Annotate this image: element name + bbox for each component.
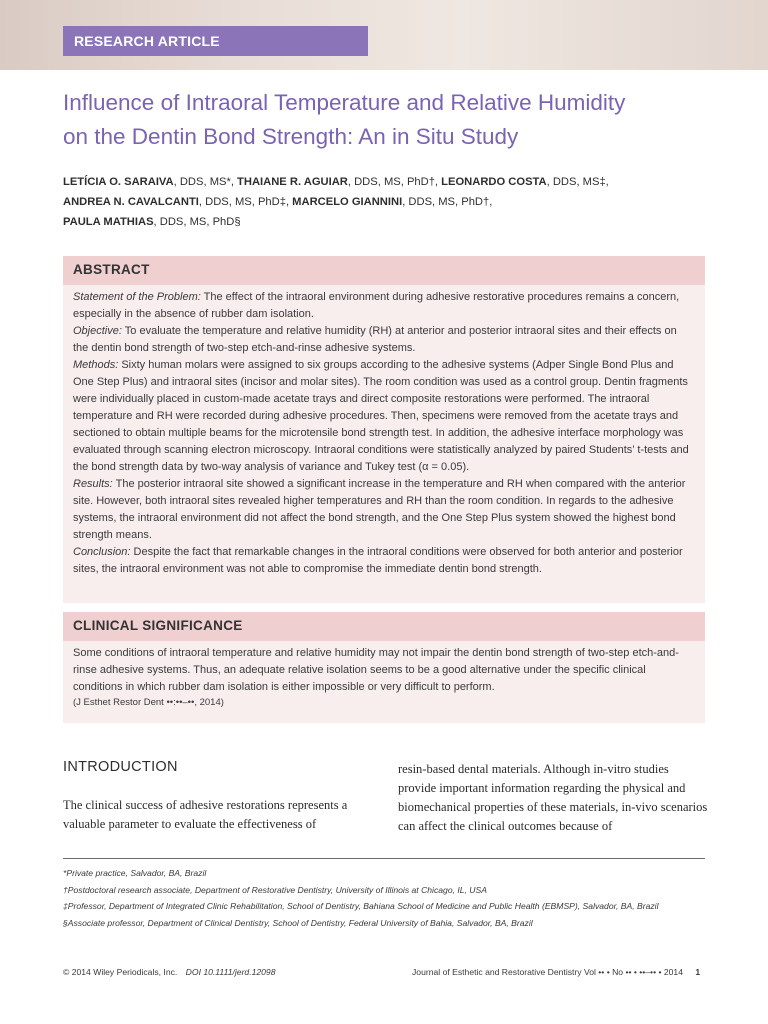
abstract-label: Conclusion: (73, 546, 131, 558)
author-list (63, 172, 713, 232)
abstract-body (63, 285, 705, 603)
journal-citation: (J Esthet Restor Dent ••:••–••, 2014) (73, 697, 224, 708)
intro-right-column: resin-based dental materials. Although in-vitro studies provide important information regarding the physical and biomechanical properties of these materials, in-vivo scenarios can affect the clinical outcomes because of (398, 762, 708, 833)
title-line-1: Influence of Intraoral Temperature and Relative Humidity (63, 90, 626, 115)
abstract-methods: Methods: Sixty human molars were assigned to six groups according to the adhesive systems (Adper Single Bond Plus and One Step Plus) and intraoral sites (incisor and molar sites). The room condition was used as a control group. Dentin fragments were individually placed in custom-made acetate trays and direct composite restorations were performed. The intraoral temperature and RH were recorded during adhesive procedures. Then, specimens were removed from the acetate trays and sectioned to obtain multiple beams for the microtensile bond strength test. In addition, the adhesive interface morphology was evaluated through scanning electron microscopy. Intraoral conditions were statistically analyzed by paired Students’ t-tests and the bond strength data by two-way analysis of variance and Tukey test (α = 0.05). (73, 359, 689, 473)
author-name: ANDREA N. CAVALCANTI (63, 196, 199, 208)
author-credentials: , DDS, MS*, (173, 176, 238, 188)
abstract-objective: Objective: To evaluate the temperature and relative humidity (RH) at anterior and posterior intraoral sites and their effects on the dentin bond strength of two-step etch-and-rinse adhesive systems. (73, 325, 677, 354)
affiliation-footnotes (63, 865, 723, 931)
abstract-label: Objective: (73, 325, 122, 337)
author-credentials: , DDS, MS, PhD†, (402, 196, 493, 208)
author-name: MARCELO GIANNINI (292, 196, 403, 208)
author-credentials: , DDS, MS, PhD†, (347, 176, 442, 188)
clinical-significance-body (63, 641, 705, 723)
abstract-heading: ABSTRACT (63, 256, 705, 285)
clinical-significance-heading: CLINICAL SIGNIFICANCE (63, 612, 705, 641)
doi-link[interactable]: DOI 10.1111/jerd.12098 (185, 967, 276, 977)
author-name: LEONARDO COSTA (441, 176, 547, 188)
footnote: §Associate professor, Department of Clinical Dentistry, School of Dentistry, Federal University of Bahia, Salvador, BA, Brazil (63, 917, 533, 928)
copyright: © 2014 Wiley Periodicals, Inc. (63, 967, 178, 977)
author-name: THAIANE R. AGUIAR (237, 176, 348, 188)
footnote: †Postdoctoral research associate, Department of Restorative Dentistry, University of Illinois at Chicago, IL, USA (63, 884, 487, 895)
author-name: PAULA MATHIAS (63, 216, 154, 228)
footer-right (412, 967, 700, 977)
footnote-divider (63, 858, 705, 859)
intro-left-column: The clinical success of adhesive restorations represents a valuable parameter to evaluate the effectiveness of (63, 798, 348, 831)
clinical-significance-text: Some conditions of intraoral temperature and relative humidity may not impair the dentin bond strength of two-step etch-and-rinse adhesive systems. Thus, an adequate relative isolation seems to be a good alternative under the specific clinical conditions in which rubber dam isolation is either impossible or very difficult to perform. (73, 647, 679, 693)
title-line-2: on the Dentin Bond Strength: An in Situ Study (63, 124, 519, 149)
abstract-conclusion: Conclusion: Despite the fact that remarkable changes in the intraoral conditions were observed for both anterior and posterior sites, the intraoral environment was not able to compromise the immediate dentin bond strength. (73, 546, 683, 575)
author-credentials: , DDS, MS, PhD‡, (198, 196, 293, 208)
article-title (63, 86, 713, 154)
footnote: *Private practice, Salvador, BA, Brazil (63, 868, 207, 878)
abstract-label: Statement of the Problem: (73, 291, 201, 303)
author-credentials: , DDS, MS‡, (546, 176, 609, 188)
page-number: 1 (695, 967, 701, 977)
abstract-results: Results: The posterior intraoral site showed a significant increase in the temperature and RH when compared with the anterior site. However, both intraoral sites revealed higher temperatures and RH than the room condition. In regards to the adhesive systems, the intraoral environment did not affect the bond strength, and the One Step Plus system showed the highest bond strength means. (73, 478, 686, 541)
footer-left (63, 967, 276, 977)
abstract-problem: Statement of the Problem: The effect of the intraoral environment during adhesive restorative procedures remains a concern, especially in the absence of rubber dam isolation. (73, 291, 680, 320)
abstract-label: Methods: (73, 359, 119, 371)
author-name: LETÍCIA O. SARAIVA (63, 176, 174, 188)
footnote: ‡Professor, Department of Integrated Clinic Rehabilitation, School of Dentistry, Bahiana School of Medicine and Public Health (EBMSP), Salvador, BA, Brazil (63, 901, 659, 911)
author-credentials: , DDS, MS, PhD§ (153, 216, 241, 228)
abstract-label: Results: (73, 478, 113, 490)
introduction-heading: INTRODUCTION (63, 759, 178, 775)
article-type-label: RESEARCH ARTICLE (63, 26, 368, 56)
journal-info: Journal of Esthetic and Restorative Dentistry Vol •• • No •• • ••–•• • 2014 (412, 967, 683, 977)
